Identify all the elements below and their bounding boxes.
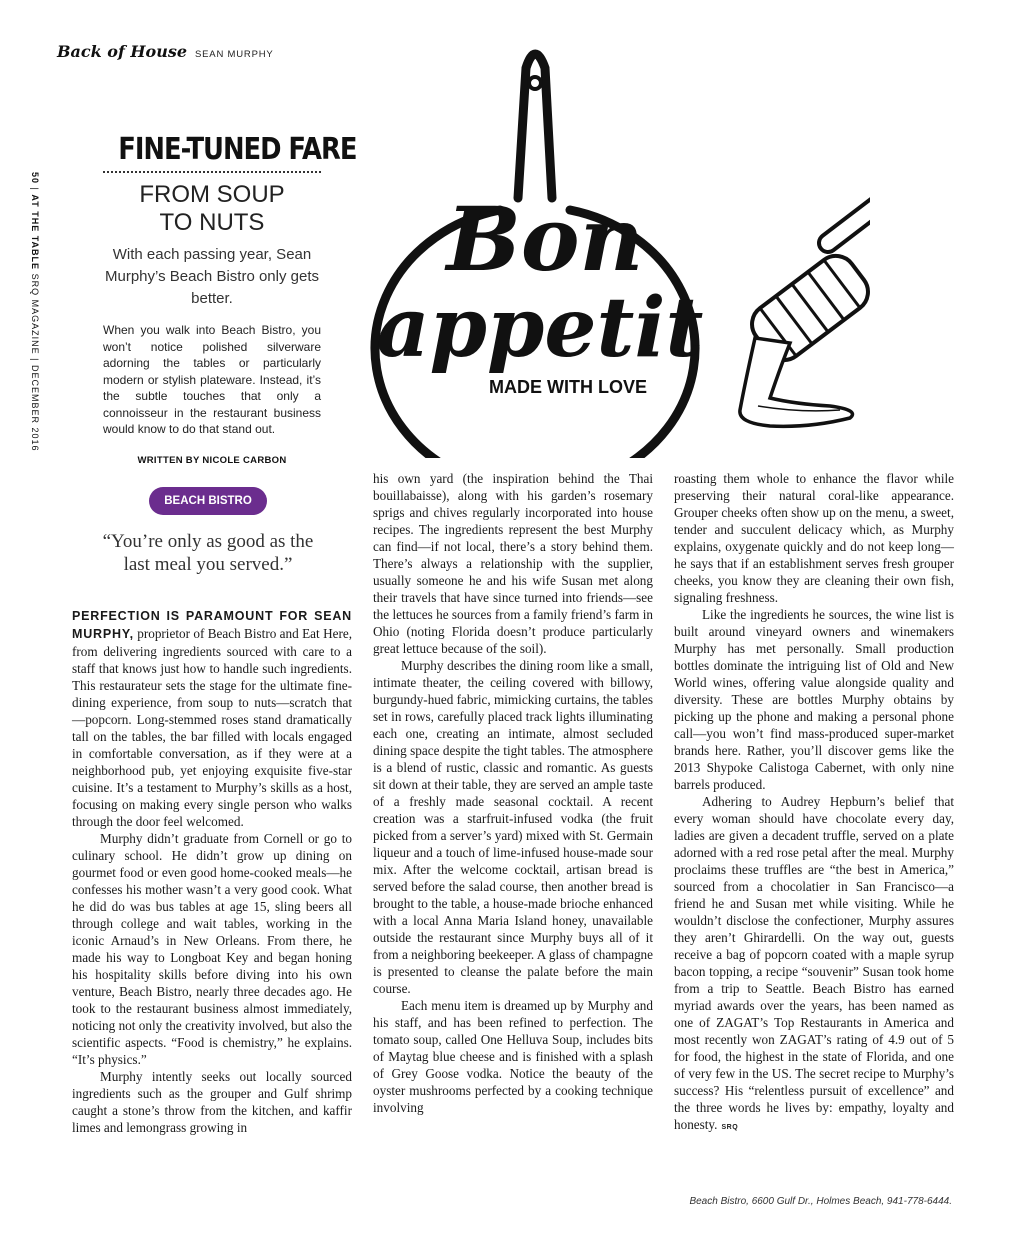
body-paragraph: Murphy describes the dining room like a small, intimate theater, the ceiling covered with billowy, burgundy-hued fabric, mimicking curtains, the tables set in rows, carefully placed track lights illuminating each one, creating an intimate, almost secluded dining space despite the tight tables. The atmosphere is a blend of rustic, classic and romantic. As guests sit down at their table, they are served an ample taste of a freshly made seasonal cocktail. A recent creation was a starfruit-infused vodka (the fruit picked from a server’s yard) mixed with St. Germain liqueur and a touch of lime-infused house-made sour mix. After the welcome cocktail, artisan bread is served before the salad course, then another bread is brought to the table, a house-made brioche enhanced with a local Anna Maria Island honey, unavailable outside the restaurant since Murphy buys all of it from a neighboring beekeeper. A glass of champagne is presented to cleanse the palate before the main course.	[373, 658, 653, 996]
paragraph-text: Adhering to Audrey Hepburn’s belief that every woman should have chocolate every day, ladies are given a decadent truffle, served on a plate adorned with a red rose petal after the meal. Murphy proclaims these truffles are “the best in America,” sourced from a chocolatier in San Francisco—a friend he and Susan met while visiting. While he wouldn’t disclose the confectioner, Murphy assures they aren’t Ghirardelli. On the way out, guests receive a bag of popcorn coated with a maple syrup bacon topping, a recipe “souvenir” Susan took home from a trip to Seattle. Beach Bistro has earned myriad awards over the years, has been named as one of ZAGAT’s Top Restaurants in America and most recently won ZAGAT’s rating of 4.9 out of 5 for food, the highest in the state of Florida, and one of very few in the US. The secret recipe to Murphy’s success? His “relentless pursuit of excellence” and the three words he lives by: empathy, loyalty and honesty.	[674, 794, 954, 1132]
body-paragraph	[72, 607, 352, 830]
department-name: AT THE TABLE	[30, 194, 40, 271]
side-folio	[30, 172, 40, 452]
honey-dipper-icon	[740, 188, 870, 426]
folio-separator: |	[30, 358, 40, 362]
folio-separator: |	[30, 187, 40, 191]
handle-hole-icon	[529, 77, 541, 89]
body-paragraph: Murphy intently seeks out locally sourced ingredients such as the grouper and Gulf shrimp caught a stone’s throw from the kitchen, and kaffir limes and lemongrass growing in	[72, 1069, 352, 1135]
body-paragraph: Murphy didn’t graduate from Cornell or go to culinary school. He didn’t grow up dining on gourmet food or even good home-cooked meals—he confesses his mother wasn’t a very good cook. What he did do was bus tables at age 15, sling beers all through college and wait tables, working in the iconic Arnaud’s in New Orleans. From there, he made his way to Longboat Key and began honing his hospitality skills before diving into his own venture, Beach Bistro, nearly three decades ago. He took to the restaurant business almost immediately, noticing not only the creativity involved, but also the scientific aspects. “Food is chemistry,” he explains. “It’s physics.”	[72, 831, 352, 1067]
body-paragraph: Each menu item is dreamed up by Murphy and his staff, and has been refined to perfection. The tomato soup, called One Helluva Soup, includes bits of Maytag blue cheese and is finished with a splash of Grey Goose vodka. Notice the beauty of the oyster mushrooms perfected by a cooking technique involving	[373, 998, 653, 1115]
issue-date: DECEMBER 2016	[30, 364, 40, 452]
body-paragraph: Like the ingredients he sources, the wine list is built around vineyard owners and winemakers Murphy has met personally. Small production bottles dominate the intriguing list of Old and New World wines, offering value alongside quality and diversity. These are bottles Murphy obtains by picking up the phone and making a personal phone call—you won’t find mass-produced super-market brands here. Rather, you’ll discover gems like the 2013 Shypoke Calistoga Cabernet, with only nine barrels produced.	[674, 607, 954, 792]
intro-paragraph: When you walk into Beach Bistro, you won’t notice polished silverware adorning the tables or particularly modern or stylish plateware. Instead, it’s the subtle touches that only a connoisseur in the restaurant business would know to do that stand out.	[103, 323, 321, 436]
body-paragraph	[674, 793, 954, 1136]
byline: WRITTEN BY NICOLE CARBON	[137, 455, 287, 466]
bon-appetit-illustration	[340, 38, 870, 458]
section-name: Back of House	[57, 42, 188, 61]
headline-block	[103, 132, 357, 237]
dotted-divider	[103, 171, 321, 173]
body-paragraph: roasting them whole to enhance the flavor while preserving their natural coral-like appearance. Grouper cheeks often show up on the menu, a sweet, tender and succulent delicacy which, as Murphy explains, oxygenate quickly and do not keep long—he says that if an establishment serves fresh grouper cheeks, you know they are cleaning their own fish, signaling freshness.	[674, 471, 954, 605]
paragraph-text: proprietor of Beach Bistro and Eat Here, from delivering ingredients sourced with care to a staff that knows just how to handle such ingredients. This restaurateur sets the stage for the ultimate fine-dining experience, from soup to nuts—scratch that—popcorn. Long-stemmed roses stand dramatically tall on the tables, the bar filled with locals engaged in comfortable conversation, as if they were at a neighborhood pub, yet enjoying exquisite five-star cuisine. It’s a testament to Murphy’s skills as a host, focusing on making every single person who walks through the door feel welcomed.	[72, 626, 352, 829]
sign-off: SRQ	[721, 1124, 739, 1131]
restaurant-address: Beach Bistro, 6600 Gulf Dr., Holmes Beach, 941-778-6444.	[689, 1196, 952, 1207]
body-paragraph: his own yard (the inspiration behind the Thai bouillabaisse), along with his garden’s rosemary sprigs and chives regularly incorporated into house recipes. The ingredients represent the best Murphy can find—if not local, there’s a story behind them. There’s always a relationship with the supplier, usually someone he and his wife Susan met along their travels that have since turned into friends—see the lettuces he sources from a family friend’s farm in Ohio (noting Florida doesn’t produce particularly great lettuce because of the soil).	[373, 471, 653, 656]
section-author: SEAN MURPHY	[195, 49, 274, 60]
lead-in: PERFECTION IS PARAMOUNT FOR SEAN MURPHY,	[72, 609, 352, 641]
body-column-2	[373, 470, 653, 1116]
deck: With each passing year, Sean Murphy’s Beach Bistro only gets better.	[105, 246, 319, 307]
lettering-bon: Bon	[446, 187, 644, 291]
pull-quote: “You’re only as good as the last meal you served.”	[102, 531, 314, 575]
page-number: 50	[30, 172, 40, 185]
section-header	[57, 42, 274, 61]
lettering-appetit: appetit	[376, 280, 704, 376]
restaurant-badge: BEACH BISTRO	[149, 487, 267, 515]
magazine-name: SRQ MAGAZINE	[30, 273, 40, 355]
body-column-1	[72, 607, 352, 1136]
headline-sub-line1: FROM SOUP	[139, 181, 285, 208]
body-column-3	[674, 470, 954, 1136]
headline-main: FINE-TUNED FARE	[118, 132, 357, 167]
headline-sub-line2: TO NUTS	[159, 209, 265, 236]
tagline: MADE WITH LOVE	[489, 377, 647, 397]
